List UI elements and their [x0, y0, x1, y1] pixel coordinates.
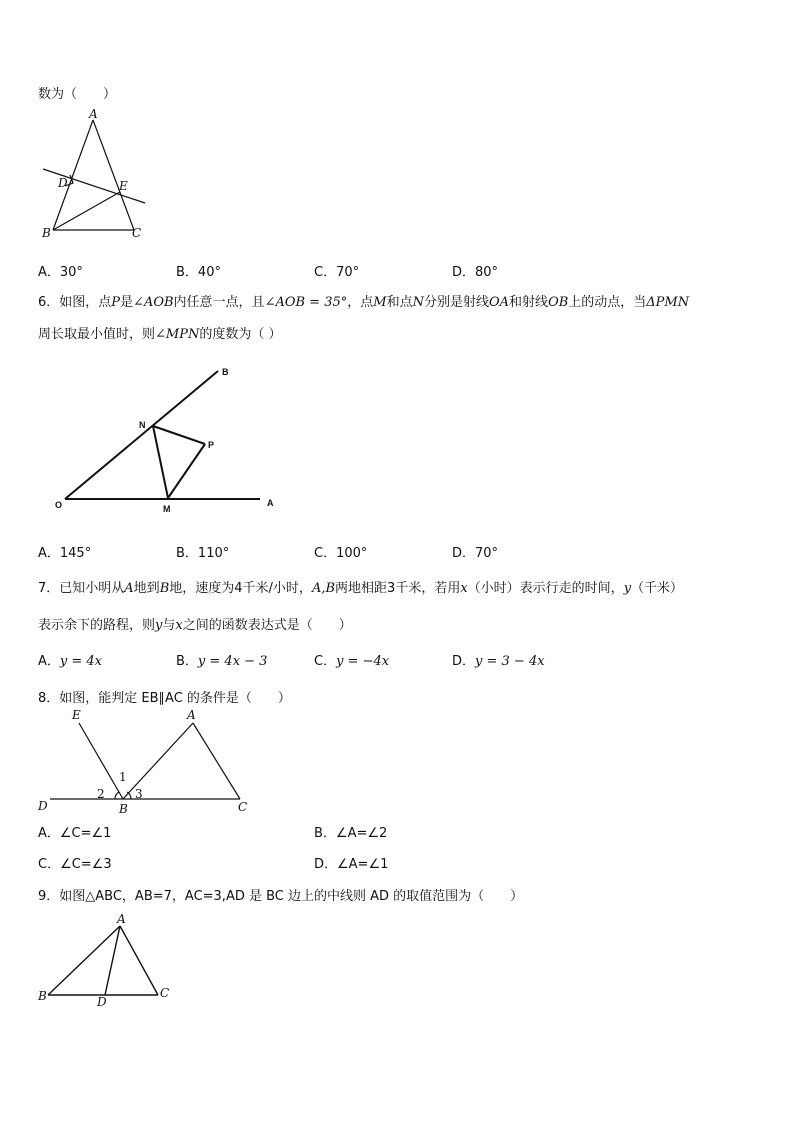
- q7-text: 两地相距: [335, 581, 388, 596]
- q8-stem: 8．如图，能判定 EB∥AC 的条件是（ ）: [38, 691, 291, 706]
- label-a: A: [89, 107, 98, 121]
- label-e: E: [72, 708, 81, 722]
- q6-option-d[interactable]: D．70°: [452, 546, 499, 561]
- label-d: D: [97, 995, 107, 1009]
- q7-text: 之间的函数表达式是（ ）: [182, 618, 352, 633]
- option-label: A．: [38, 654, 60, 669]
- q6-math-angle-value: ∠AOB = 35°: [264, 295, 348, 310]
- q7-math-distance: 3: [387, 581, 396, 596]
- q6-text: ，点: [347, 295, 374, 310]
- q9-stem: 9．如图△ABC，AB=7，AC=3,AD 是 BC 边上的中线则 AD 的取值范围为（ ）: [38, 889, 524, 904]
- q6-angle-figure: [50, 362, 290, 522]
- q7-option-c[interactable]: [314, 650, 389, 669]
- q6-math-p: P: [111, 295, 121, 310]
- angle-label-1: 1: [119, 770, 127, 784]
- q8-option-d[interactable]: D．∠A=∠1: [314, 857, 389, 872]
- side-ac: [93, 120, 134, 230]
- segment-ac: [193, 723, 240, 799]
- angle-label-3: 3: [135, 787, 143, 801]
- option-expression: y = 3 − 4x: [475, 654, 545, 669]
- label-m: M: [163, 504, 171, 514]
- q6-text: 分别是射线: [423, 295, 489, 310]
- segment-mp: [168, 444, 205, 498]
- q6-math-angle-aob: ∠AOB: [133, 295, 174, 310]
- q6-math-n: N: [412, 295, 424, 310]
- option-label: D．: [452, 654, 476, 669]
- q7-text: 千米，若用: [395, 581, 461, 596]
- q7-text: 7．已知小明从: [38, 581, 125, 596]
- side-ab: [48, 926, 120, 995]
- q6-math-oa: OA: [489, 295, 510, 310]
- label-c: C: [160, 986, 170, 1000]
- ray-ob: [65, 371, 218, 499]
- label-o: O: [55, 500, 63, 510]
- q6-option-a[interactable]: A．145°: [38, 546, 92, 561]
- q7-text: （小时）表示行走的时间，: [467, 581, 624, 596]
- q7-option-a[interactable]: [38, 650, 102, 669]
- option-label: B．: [176, 654, 198, 669]
- q7-math-x: x: [175, 618, 183, 633]
- option-label: C．: [314, 654, 337, 669]
- label-b: B: [42, 226, 51, 240]
- q8-parallel-figure: [36, 706, 266, 818]
- q5-option-d[interactable]: D．80°: [452, 265, 499, 280]
- label-b: B: [38, 989, 47, 1003]
- segment-be: [53, 192, 120, 230]
- label-a: A: [267, 498, 274, 508]
- q7-text: 地，速度为: [169, 581, 235, 596]
- q6-text: 6．如图，点: [38, 295, 112, 310]
- segment-nm: [153, 426, 168, 498]
- q7-math-y: y: [155, 618, 163, 633]
- angle-label-2: 2: [97, 787, 105, 801]
- label-c: C: [132, 226, 142, 240]
- segment-np: [153, 426, 205, 444]
- label-p: P: [208, 440, 215, 450]
- q7-text: 表示余下的路程，则: [38, 618, 156, 633]
- q6-math-triangle-pmn: ΔPMN: [646, 295, 690, 310]
- label-d: D: [38, 799, 48, 813]
- q6-text: 周长取最小值时，则: [38, 327, 156, 342]
- q6-option-b[interactable]: B．110°: [176, 546, 230, 561]
- label-e: E: [119, 179, 128, 193]
- label-a: A: [187, 708, 196, 722]
- q7-stem-line2: [38, 614, 352, 633]
- label-c: C: [238, 800, 248, 814]
- q6-stem-line1: [38, 291, 689, 310]
- question-continuation: 数为（ ）: [38, 87, 117, 102]
- q7-option-d[interactable]: [452, 650, 545, 669]
- q5-option-b[interactable]: B．40°: [176, 265, 221, 280]
- q6-option-c[interactable]: C．100°: [314, 546, 368, 561]
- q6-text: 和射线: [509, 295, 549, 310]
- q6-stem-line2: [38, 323, 281, 342]
- option-expression: y = −4x: [336, 654, 390, 669]
- option-expression: y = 4x: [59, 654, 103, 669]
- q6-math-m: M: [373, 295, 387, 310]
- q7-math-b: B: [159, 581, 170, 596]
- q6-text: 内任意一点，且: [173, 295, 265, 310]
- q6-text: 的度数为（ ）: [199, 327, 282, 342]
- label-b: B: [222, 367, 229, 377]
- label-n: N: [139, 420, 146, 430]
- median-ad: [105, 926, 120, 995]
- q6-text: 上的动点，当: [568, 295, 647, 310]
- q7-text: 与: [162, 618, 176, 633]
- q7-math-speed: 4: [234, 581, 243, 596]
- q8-option-c[interactable]: C．∠C=∠3: [38, 857, 112, 872]
- q7-text: 地到: [133, 581, 160, 596]
- side-ac: [120, 926, 158, 995]
- q7-math-y: y: [623, 581, 632, 596]
- q6-text: 和点: [386, 295, 413, 310]
- q6-text: 是: [120, 295, 134, 310]
- q7-text: 千米/小时，: [242, 581, 312, 596]
- option-expression: y = 4x − 3: [197, 654, 268, 669]
- q8-option-a[interactable]: A．∠C=∠1: [38, 826, 112, 841]
- q7-option-b[interactable]: [176, 650, 267, 669]
- q7-math-x: x: [460, 581, 468, 596]
- q7-text: （千米）: [631, 581, 684, 596]
- q6-math-angle-mpn: ∠MPN: [155, 327, 200, 342]
- q5-option-a[interactable]: A．30°: [38, 265, 83, 280]
- label-b: B: [119, 802, 128, 816]
- q6-math-ob: OB: [548, 295, 569, 310]
- segment-ba: [123, 723, 193, 799]
- q7-stem-line1: [38, 577, 683, 596]
- q9-triangle-figure: [36, 912, 186, 1012]
- label-d: D: [58, 176, 68, 190]
- q5-option-c[interactable]: C．70°: [314, 265, 360, 280]
- q5-triangle-figure: [38, 108, 158, 243]
- label-a: A: [117, 912, 126, 926]
- q8-option-b[interactable]: B．∠A=∠2: [314, 826, 388, 841]
- q7-math-ab: A,B: [311, 581, 336, 596]
- q7-math-a: A: [124, 581, 134, 596]
- side-ab: [53, 120, 93, 230]
